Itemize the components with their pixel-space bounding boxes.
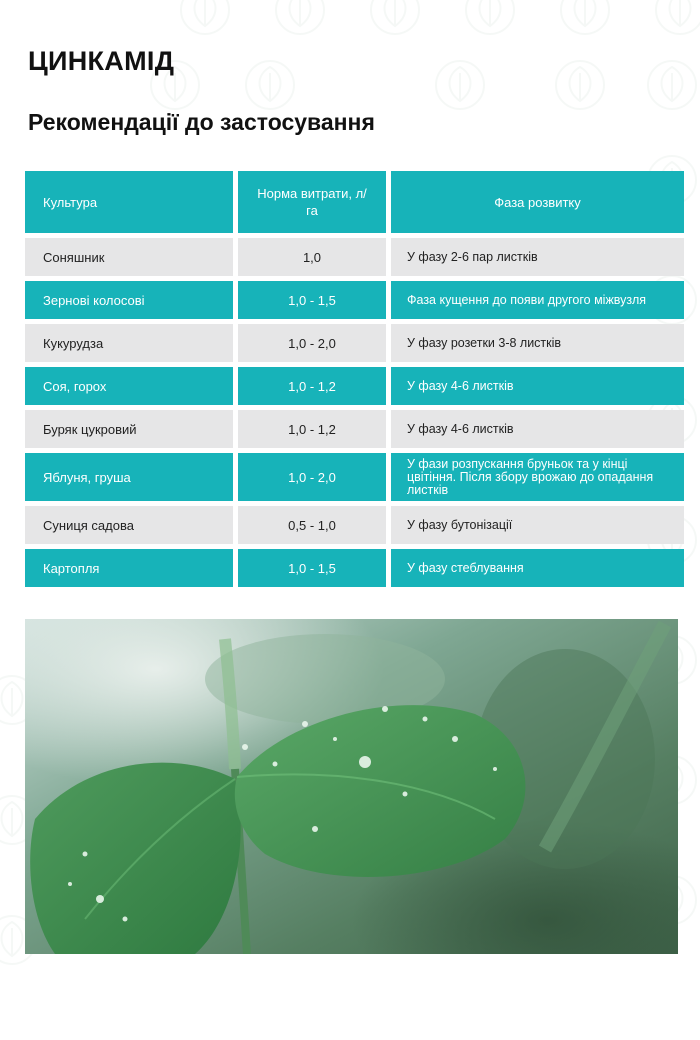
cell-phase: У фазу 4-6 листків <box>391 367 684 405</box>
cell-rate: 1,0 - 1,5 <box>238 281 386 319</box>
cell-culture: Суниця садова <box>25 506 233 544</box>
table-row <box>25 281 684 319</box>
cell-phase: У фази розпускання бруньок та у кінці цвітіння. Після збору врожаю до опадання листків <box>391 453 684 501</box>
cell-culture: Яблуня, груша <box>25 453 233 501</box>
header-rate: Норма витрати, л/га <box>238 171 386 233</box>
cell-phase: У фазу 4-6 листків <box>391 410 684 448</box>
table-row <box>25 453 684 501</box>
product-title: ЦИНКАМІД <box>28 46 175 76</box>
cell-rate: 1,0 - 1,5 <box>238 549 386 587</box>
cell-phase: У фазу розетки 3-8 листків <box>391 324 684 362</box>
table-row <box>25 410 684 448</box>
table-row <box>25 238 684 276</box>
header-phase: Фаза розвитку <box>391 171 684 233</box>
cell-rate: 1,0 <box>238 238 386 276</box>
clover-leaf-with-water-drops-image <box>25 619 678 954</box>
table-row <box>25 506 684 544</box>
section-title: Рекомендації до застосування <box>28 109 375 135</box>
clover-leaf-photo <box>25 619 678 954</box>
table-header-row <box>25 171 684 233</box>
cell-culture: Соя, горох <box>25 367 233 405</box>
table-row <box>25 367 684 405</box>
table-row <box>25 549 684 587</box>
table-row <box>25 324 684 362</box>
cell-rate: 1,0 - 2,0 <box>238 453 386 501</box>
cell-culture: Буряк цукровий <box>25 410 233 448</box>
cell-culture: Соняшник <box>25 238 233 276</box>
cell-culture: Кукурудза <box>25 324 233 362</box>
cell-culture: Зернові колосові <box>25 281 233 319</box>
cell-phase: У фазу бутонізації <box>391 506 684 544</box>
cell-phase: У фазу 2-6 пар листків <box>391 238 684 276</box>
recommendations-table <box>20 166 689 592</box>
cell-rate: 1,0 - 1,2 <box>238 367 386 405</box>
cell-culture: Картопля <box>25 549 233 587</box>
cell-phase: Фаза кущення до появи другого міжвузля <box>391 281 684 319</box>
cell-rate: 0,5 - 1,0 <box>238 506 386 544</box>
cell-rate: 1,0 - 2,0 <box>238 324 386 362</box>
cell-phase: У фазу стеблування <box>391 549 684 587</box>
header-culture: Культура <box>25 171 233 233</box>
cell-rate: 1,0 - 1,2 <box>238 410 386 448</box>
